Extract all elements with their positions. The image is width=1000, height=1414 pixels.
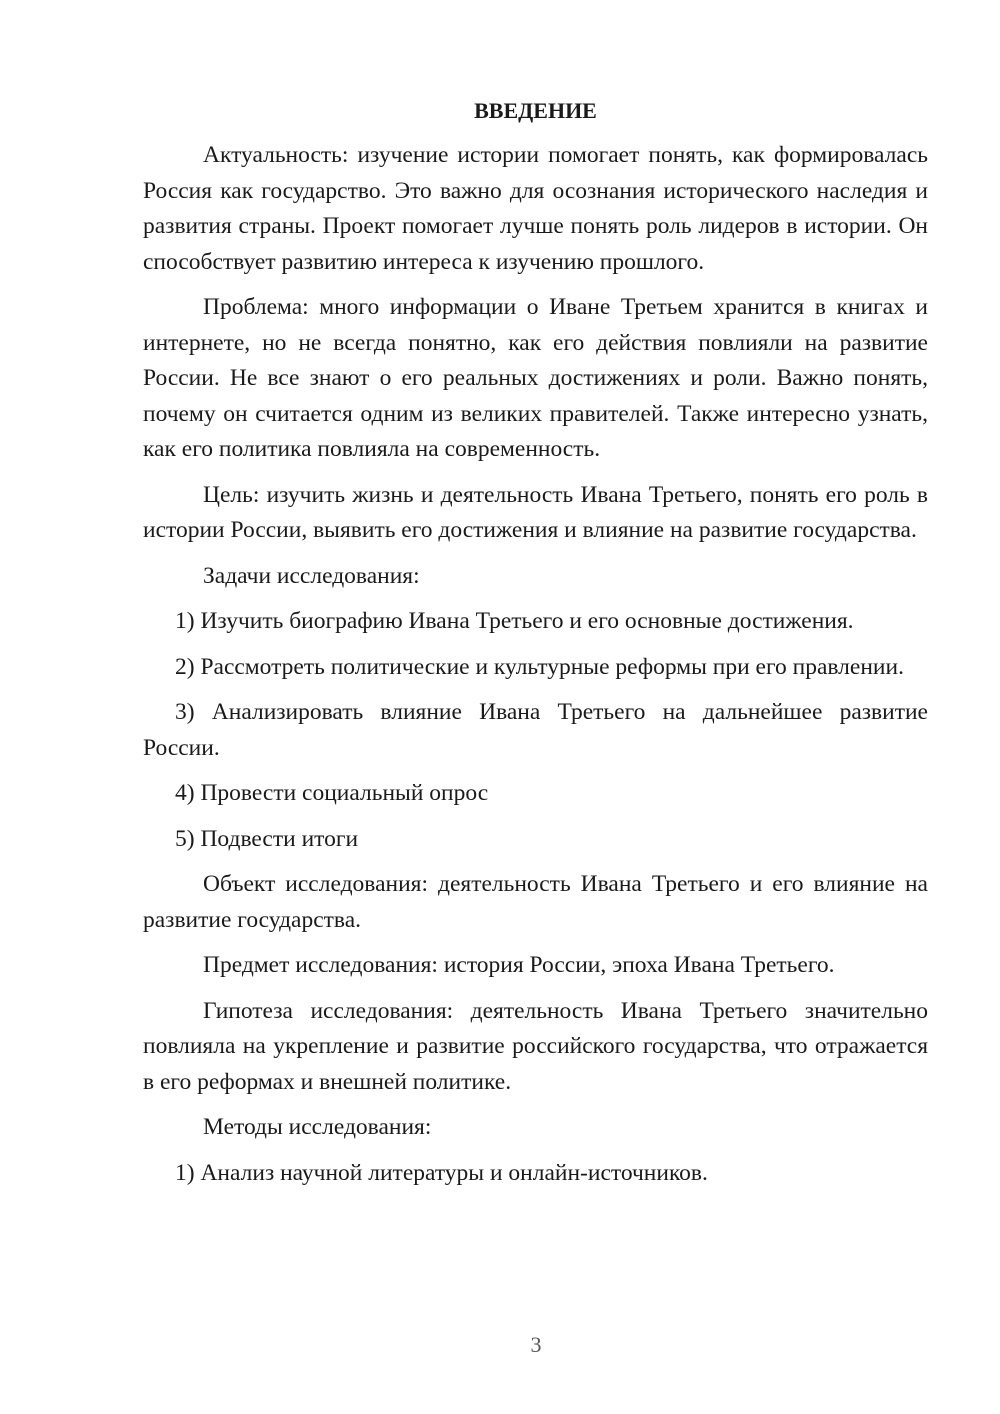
- relevance-paragraph: Актуальность: изучение истории помогает понять, как формировалась Россия как государство. Это важно для осознания исторического наследия и развития страны. Проект помогает лучше понять роль лидеров в истории. Он способствует развитию интереса к изучению прошлого.: [143, 142, 928, 275]
- document-body: [143, 96, 928, 1201]
- task-item: 2) Рассмотреть политические и культурные реформы при его правлении.: [175, 653, 904, 680]
- goal-paragraph: Цель: изучить жизнь и деятельность Ивана Третьего, понять его роль в истории России, выявить его достижения и влияние на развитие государства.: [143, 481, 928, 543]
- method-item: 1) Анализ научной литературы и онлайн-источников.: [175, 1159, 708, 1186]
- subject-paragraph: Предмет исследования: история России, эпоха Ивана Третьего.: [203, 952, 835, 978]
- tasks-heading: Задачи исследования:: [203, 562, 420, 589]
- task-item: 3) Анализировать влияние Ивана Третьего на дальнейшее развитие России.: [143, 699, 928, 761]
- hypothesis-paragraph: Гипотеза исследования: деятельность Ивана Третьего значительно повлияла на укрепление и развитие российского государства, что отражается в его реформах и внешней политике.: [143, 997, 928, 1095]
- task-item: 1) Изучить биографию Ивана Третьего и его основные достижения.: [175, 608, 854, 634]
- task-item: 4) Провести социальный опрос: [175, 780, 489, 806]
- object-paragraph: Объект исследования: деятельность Ивана Третьего и его влияние на развитие государства.: [143, 871, 928, 933]
- section-title: ВВЕДЕНИЕ: [474, 98, 597, 123]
- task-item: 5) Подвести итоги: [175, 825, 359, 852]
- problem-paragraph: Проблема: много информации о Иване Третьем хранится в книгах и интернете, но не всегда понятно, как его действия повлияли на развитие России. Не все знают о его реальных достижениях и роли. Важно понять, почему он считается одним из великих правителей. Также интересно узнать, как его политика повлияла на современность.: [143, 294, 928, 462]
- page-number: 3: [530, 1332, 542, 1357]
- methods-heading: Методы исследования:: [203, 1114, 432, 1140]
